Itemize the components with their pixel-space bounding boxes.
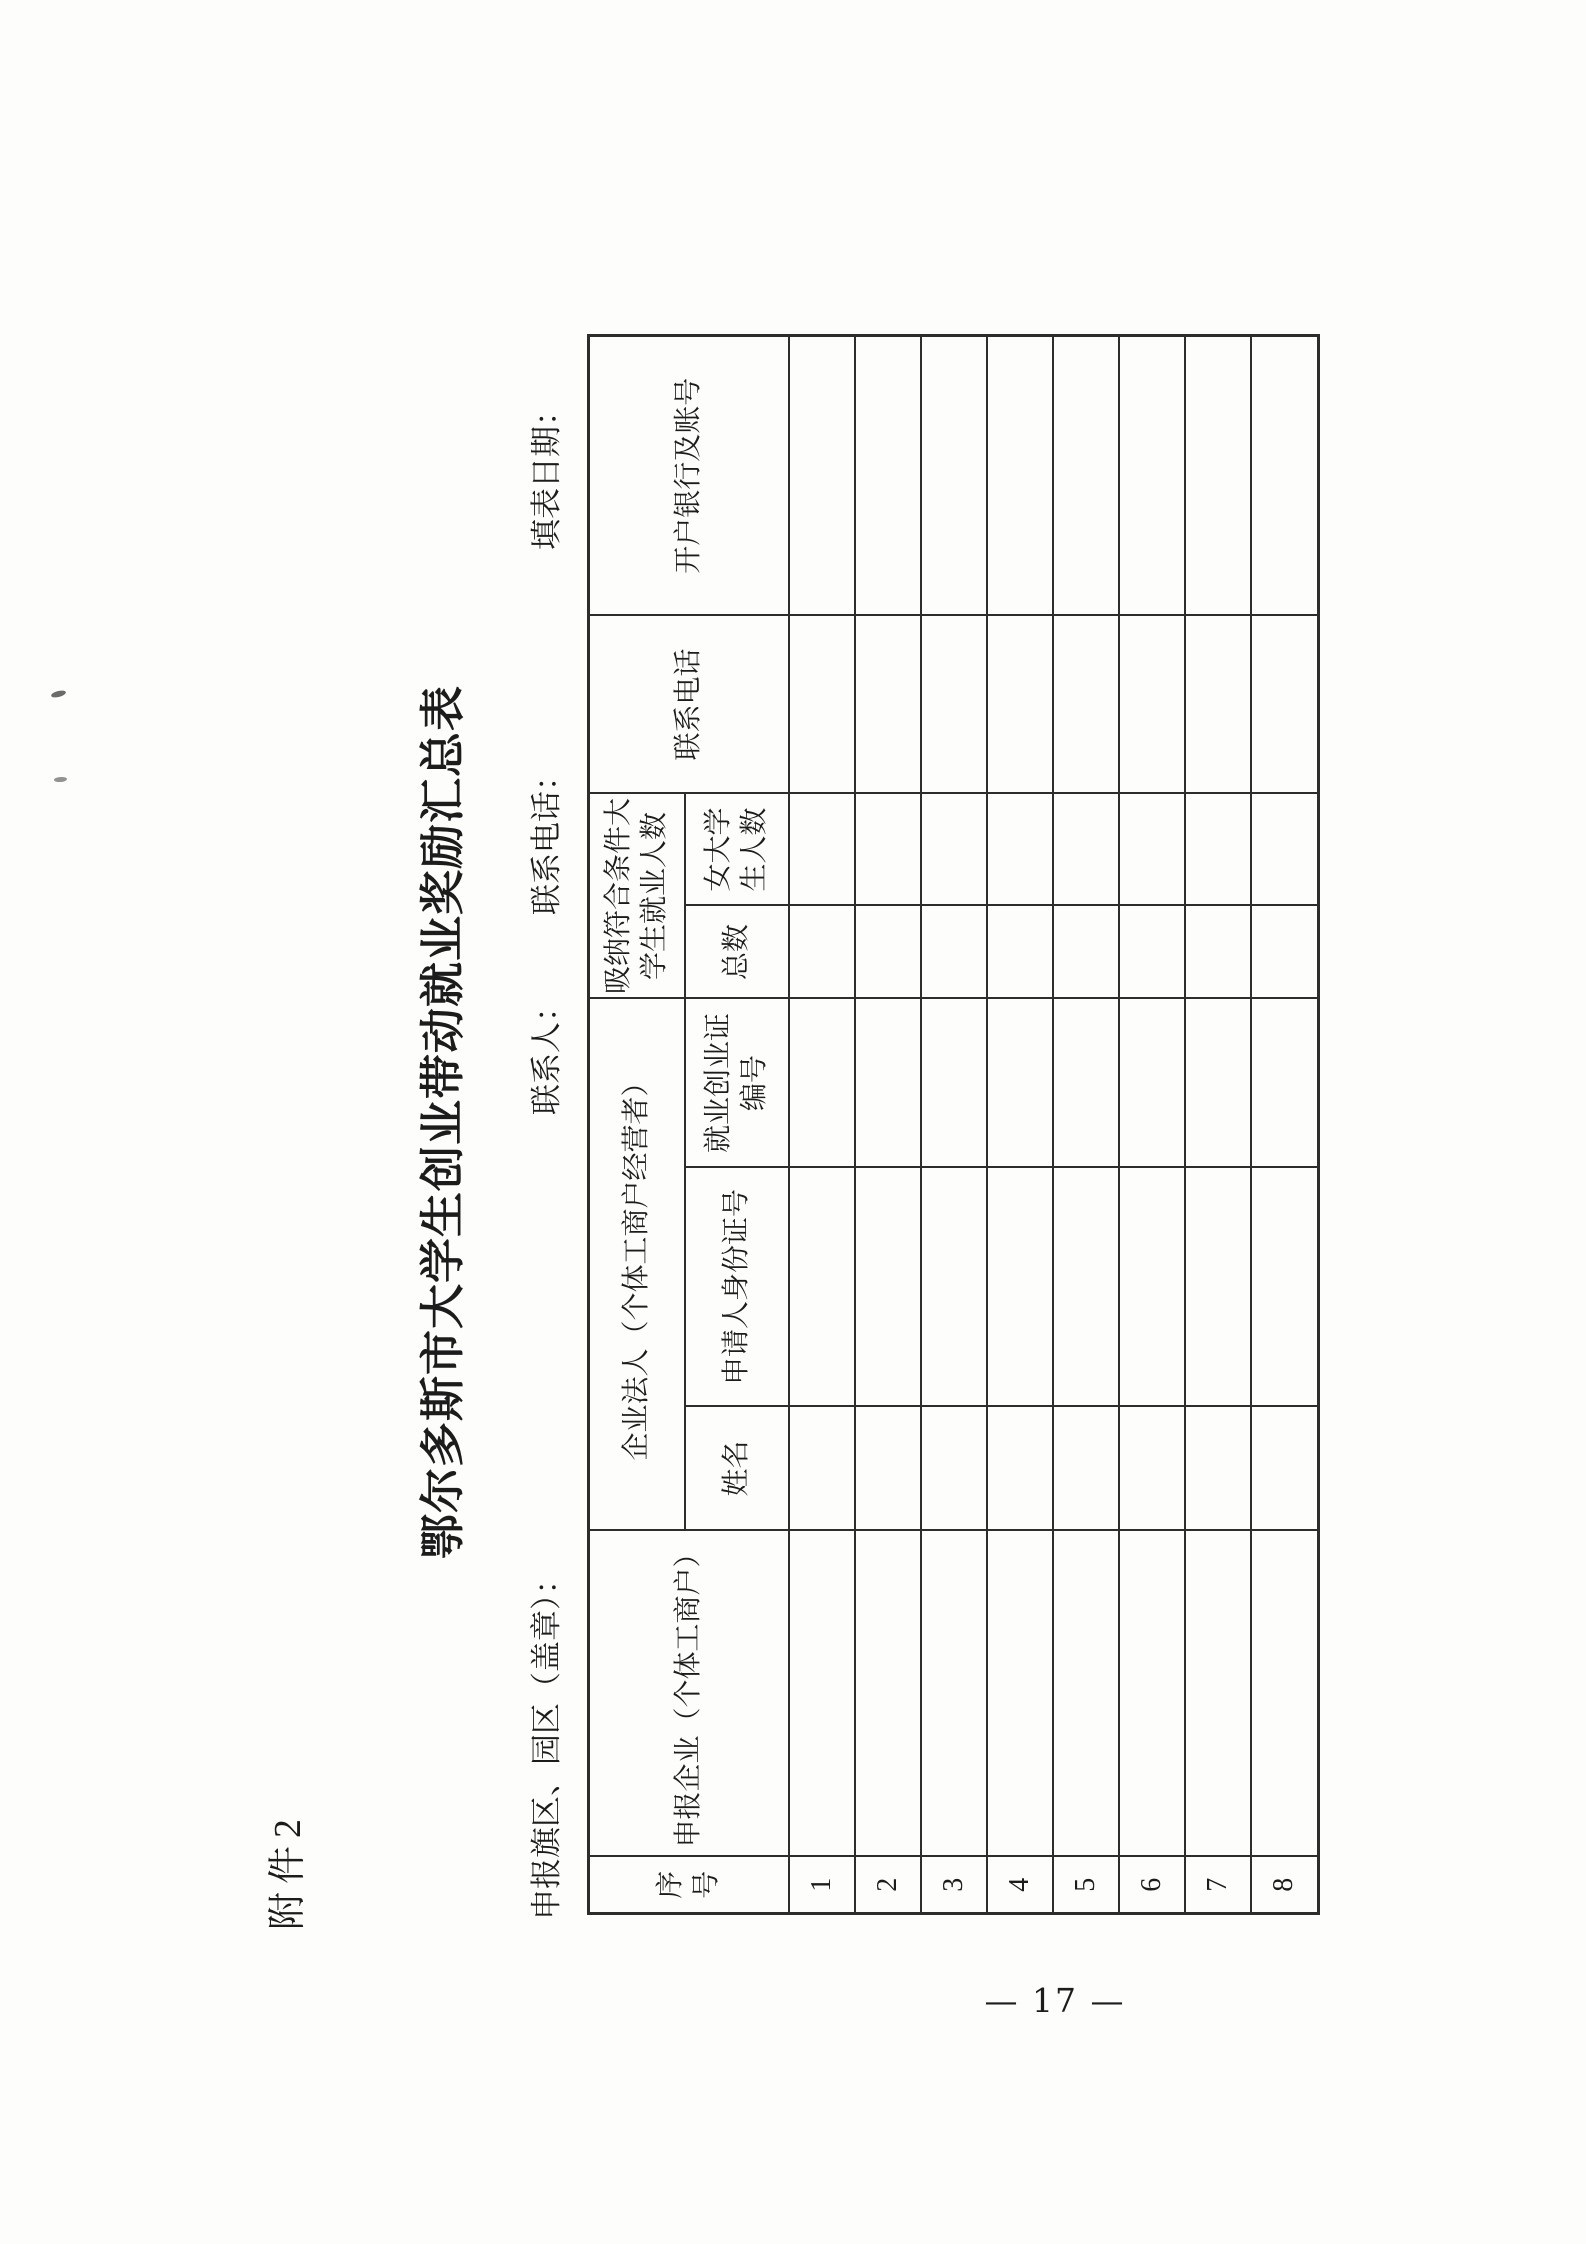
header-female-students: 女大学生人数	[685, 793, 789, 905]
table-cell	[1119, 1168, 1185, 1407]
form-title: 鄂尔多斯市大学生创业带动就业奖励汇总表	[418, 685, 468, 1560]
table-cell	[987, 793, 1053, 905]
header-employment-cert: 就业创业证编号	[685, 998, 789, 1167]
header-students-total: 总数	[685, 905, 789, 998]
table-cell	[921, 335, 987, 615]
header-bank-account: 开户银行及账号	[589, 335, 789, 615]
header-applicant-id: 申请人身份证号	[685, 1168, 789, 1407]
header-enterprise: 申报企业（个体工商户）	[589, 1531, 789, 1857]
row-number: 1	[789, 1857, 855, 1914]
table-cell	[1053, 1531, 1119, 1857]
table-cell	[921, 1531, 987, 1857]
table-body	[789, 335, 1319, 1913]
table-row	[789, 335, 855, 1913]
page-number: — 17 —	[984, 1981, 1126, 2020]
summary-table	[587, 334, 1320, 1915]
table-cell	[1251, 615, 1319, 793]
table-cell	[1185, 905, 1251, 998]
table-cell	[855, 335, 921, 615]
table-cell	[921, 793, 987, 905]
table-cell	[1119, 793, 1185, 905]
table-cell	[1053, 793, 1119, 905]
table-cell	[855, 998, 921, 1167]
table-cell	[1251, 1531, 1319, 1857]
table-cell	[987, 998, 1053, 1167]
header-phone: 联系电话	[589, 615, 789, 793]
table-cell	[1119, 335, 1185, 615]
table-cell	[921, 1168, 987, 1407]
table-cell	[789, 998, 855, 1167]
table-cell	[1053, 1407, 1119, 1531]
table-cell	[1251, 793, 1319, 905]
table-cell	[789, 1531, 855, 1857]
table-row	[1185, 335, 1251, 1913]
table-cell	[1119, 1531, 1185, 1857]
table-cell	[855, 1407, 921, 1531]
table-cell	[855, 793, 921, 905]
table-row	[1251, 335, 1319, 1913]
table-cell	[1251, 1407, 1319, 1531]
table-cell	[1119, 615, 1185, 793]
contact-person-label: 联系人：	[529, 991, 564, 1115]
table-cell	[987, 1168, 1053, 1407]
row-number: 6	[1119, 1857, 1185, 1914]
table-cell	[1053, 905, 1119, 998]
table-cell	[1119, 998, 1185, 1167]
table-cell	[1251, 998, 1319, 1167]
table-cell	[1251, 905, 1319, 998]
row-number: 2	[855, 1857, 921, 1914]
table-cell	[789, 615, 855, 793]
table-cell	[855, 615, 921, 793]
table-cell	[987, 1531, 1053, 1857]
table-cell	[789, 905, 855, 998]
table-cell	[921, 1407, 987, 1531]
table-cell	[789, 1407, 855, 1531]
row-number: 5	[1053, 1857, 1119, 1914]
table-row	[1119, 335, 1185, 1913]
table-cell	[921, 905, 987, 998]
table-cell	[1185, 1407, 1251, 1531]
table-cell	[921, 615, 987, 793]
row-number: 8	[1251, 1857, 1319, 1914]
table-cell	[1185, 998, 1251, 1167]
header-name: 姓名	[685, 1407, 789, 1531]
table-cell	[789, 793, 855, 905]
header-legal-person-group: 企业法人（个体工商户经营者）	[589, 998, 685, 1530]
table-cell	[855, 905, 921, 998]
fill-date-label: 填表日期：	[529, 395, 564, 550]
table-cell	[1251, 1168, 1319, 1407]
table-cell	[1185, 1168, 1251, 1407]
table-cell	[1119, 1407, 1185, 1531]
table-header	[589, 335, 789, 1913]
table-cell	[1185, 615, 1251, 793]
table-row	[921, 335, 987, 1913]
table-cell	[921, 998, 987, 1167]
table-cell	[987, 615, 1053, 793]
row-number: 4	[987, 1857, 1053, 1914]
table-row	[855, 335, 921, 1913]
table-cell	[987, 335, 1053, 615]
attachment-label: 附件2	[267, 1810, 309, 1930]
table-cell	[789, 335, 855, 615]
table-cell	[987, 905, 1053, 998]
header-seq: 序号	[589, 1857, 789, 1914]
table-cell	[1053, 998, 1119, 1167]
header-students-group: 吸纳符合条件大学生就业人数	[589, 793, 685, 998]
table-row	[1053, 335, 1119, 1913]
table-cell	[1053, 335, 1119, 615]
declaring-unit-label: 申报旗区、园区（盖章）：	[529, 1563, 564, 1920]
row-number: 3	[921, 1857, 987, 1914]
table-cell	[1251, 335, 1319, 615]
table-cell	[1185, 335, 1251, 615]
table-cell	[1119, 905, 1185, 998]
table-cell	[987, 1407, 1053, 1531]
table-cell	[1053, 1168, 1119, 1407]
table-cell	[855, 1168, 921, 1407]
row-number: 7	[1185, 1857, 1251, 1914]
table-cell	[1185, 1531, 1251, 1857]
table-cell	[1185, 793, 1251, 905]
table-cell	[1053, 615, 1119, 793]
table-row	[987, 335, 1053, 1913]
table-cell	[789, 1168, 855, 1407]
table-cell	[855, 1531, 921, 1857]
contact-phone-label: 联系电话：	[529, 760, 564, 915]
